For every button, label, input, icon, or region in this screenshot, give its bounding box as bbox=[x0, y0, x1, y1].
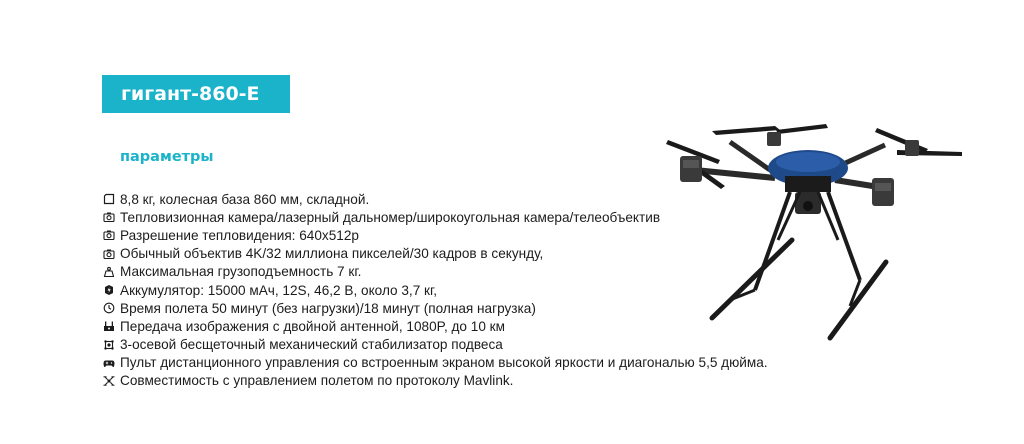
spec-item-remote bbox=[103, 354, 768, 372]
weight-icon bbox=[103, 193, 115, 205]
spec-text: 3-осевой бесщеточный механический стабилизатор подвеса bbox=[120, 337, 503, 353]
spec-text: Аккумулятор: 15000 мАч, 12S, 46,2 В, около 3,7 кг, bbox=[120, 282, 438, 298]
camera-icon bbox=[103, 211, 115, 223]
spec-text: 8,8 кг, колесная база 860 мм, складной. bbox=[120, 191, 370, 207]
battery-icon bbox=[103, 284, 115, 296]
gimbal-icon bbox=[103, 339, 115, 351]
spec-text: Максимальная грузоподъемность 7 кг. bbox=[120, 264, 362, 280]
product-title-badge: гигант-860-E bbox=[102, 75, 290, 113]
spec-text: Передача изображения с двойной антенной, 1080P, до 10 км bbox=[120, 318, 505, 334]
camera-icon bbox=[103, 248, 115, 260]
drone-image bbox=[665, 120, 965, 342]
spec-text: Разрешение тепловидения: 640x512p bbox=[120, 227, 359, 243]
spec-text: Пульт дистанционного управления со встроенным экраном высокой яркости и диагональю 5,5 дюйма. bbox=[120, 355, 768, 371]
clock-icon bbox=[103, 302, 115, 314]
spec-item-mavlink bbox=[103, 372, 768, 390]
spec-text: Обычный объектив 4K/32 миллиона пикселей/30 кадров в секунду, bbox=[120, 246, 544, 262]
section-title: параметры bbox=[120, 149, 214, 165]
antenna-icon bbox=[103, 320, 115, 332]
spec-text: Совместимость с управлением полетом по протоколу Mavlink. bbox=[120, 373, 514, 389]
spec-text: Время полета 50 минут (без нагрузки)/18 минут (полная нагрузка) bbox=[120, 300, 536, 316]
drone-icon bbox=[103, 375, 115, 387]
gamepad-icon bbox=[103, 357, 115, 369]
camera-icon bbox=[103, 229, 115, 241]
payload-icon bbox=[103, 266, 115, 278]
spec-text: Тепловизионная камера/лазерный дальномер/широкоугольная камера/телеобъектив bbox=[120, 209, 661, 225]
